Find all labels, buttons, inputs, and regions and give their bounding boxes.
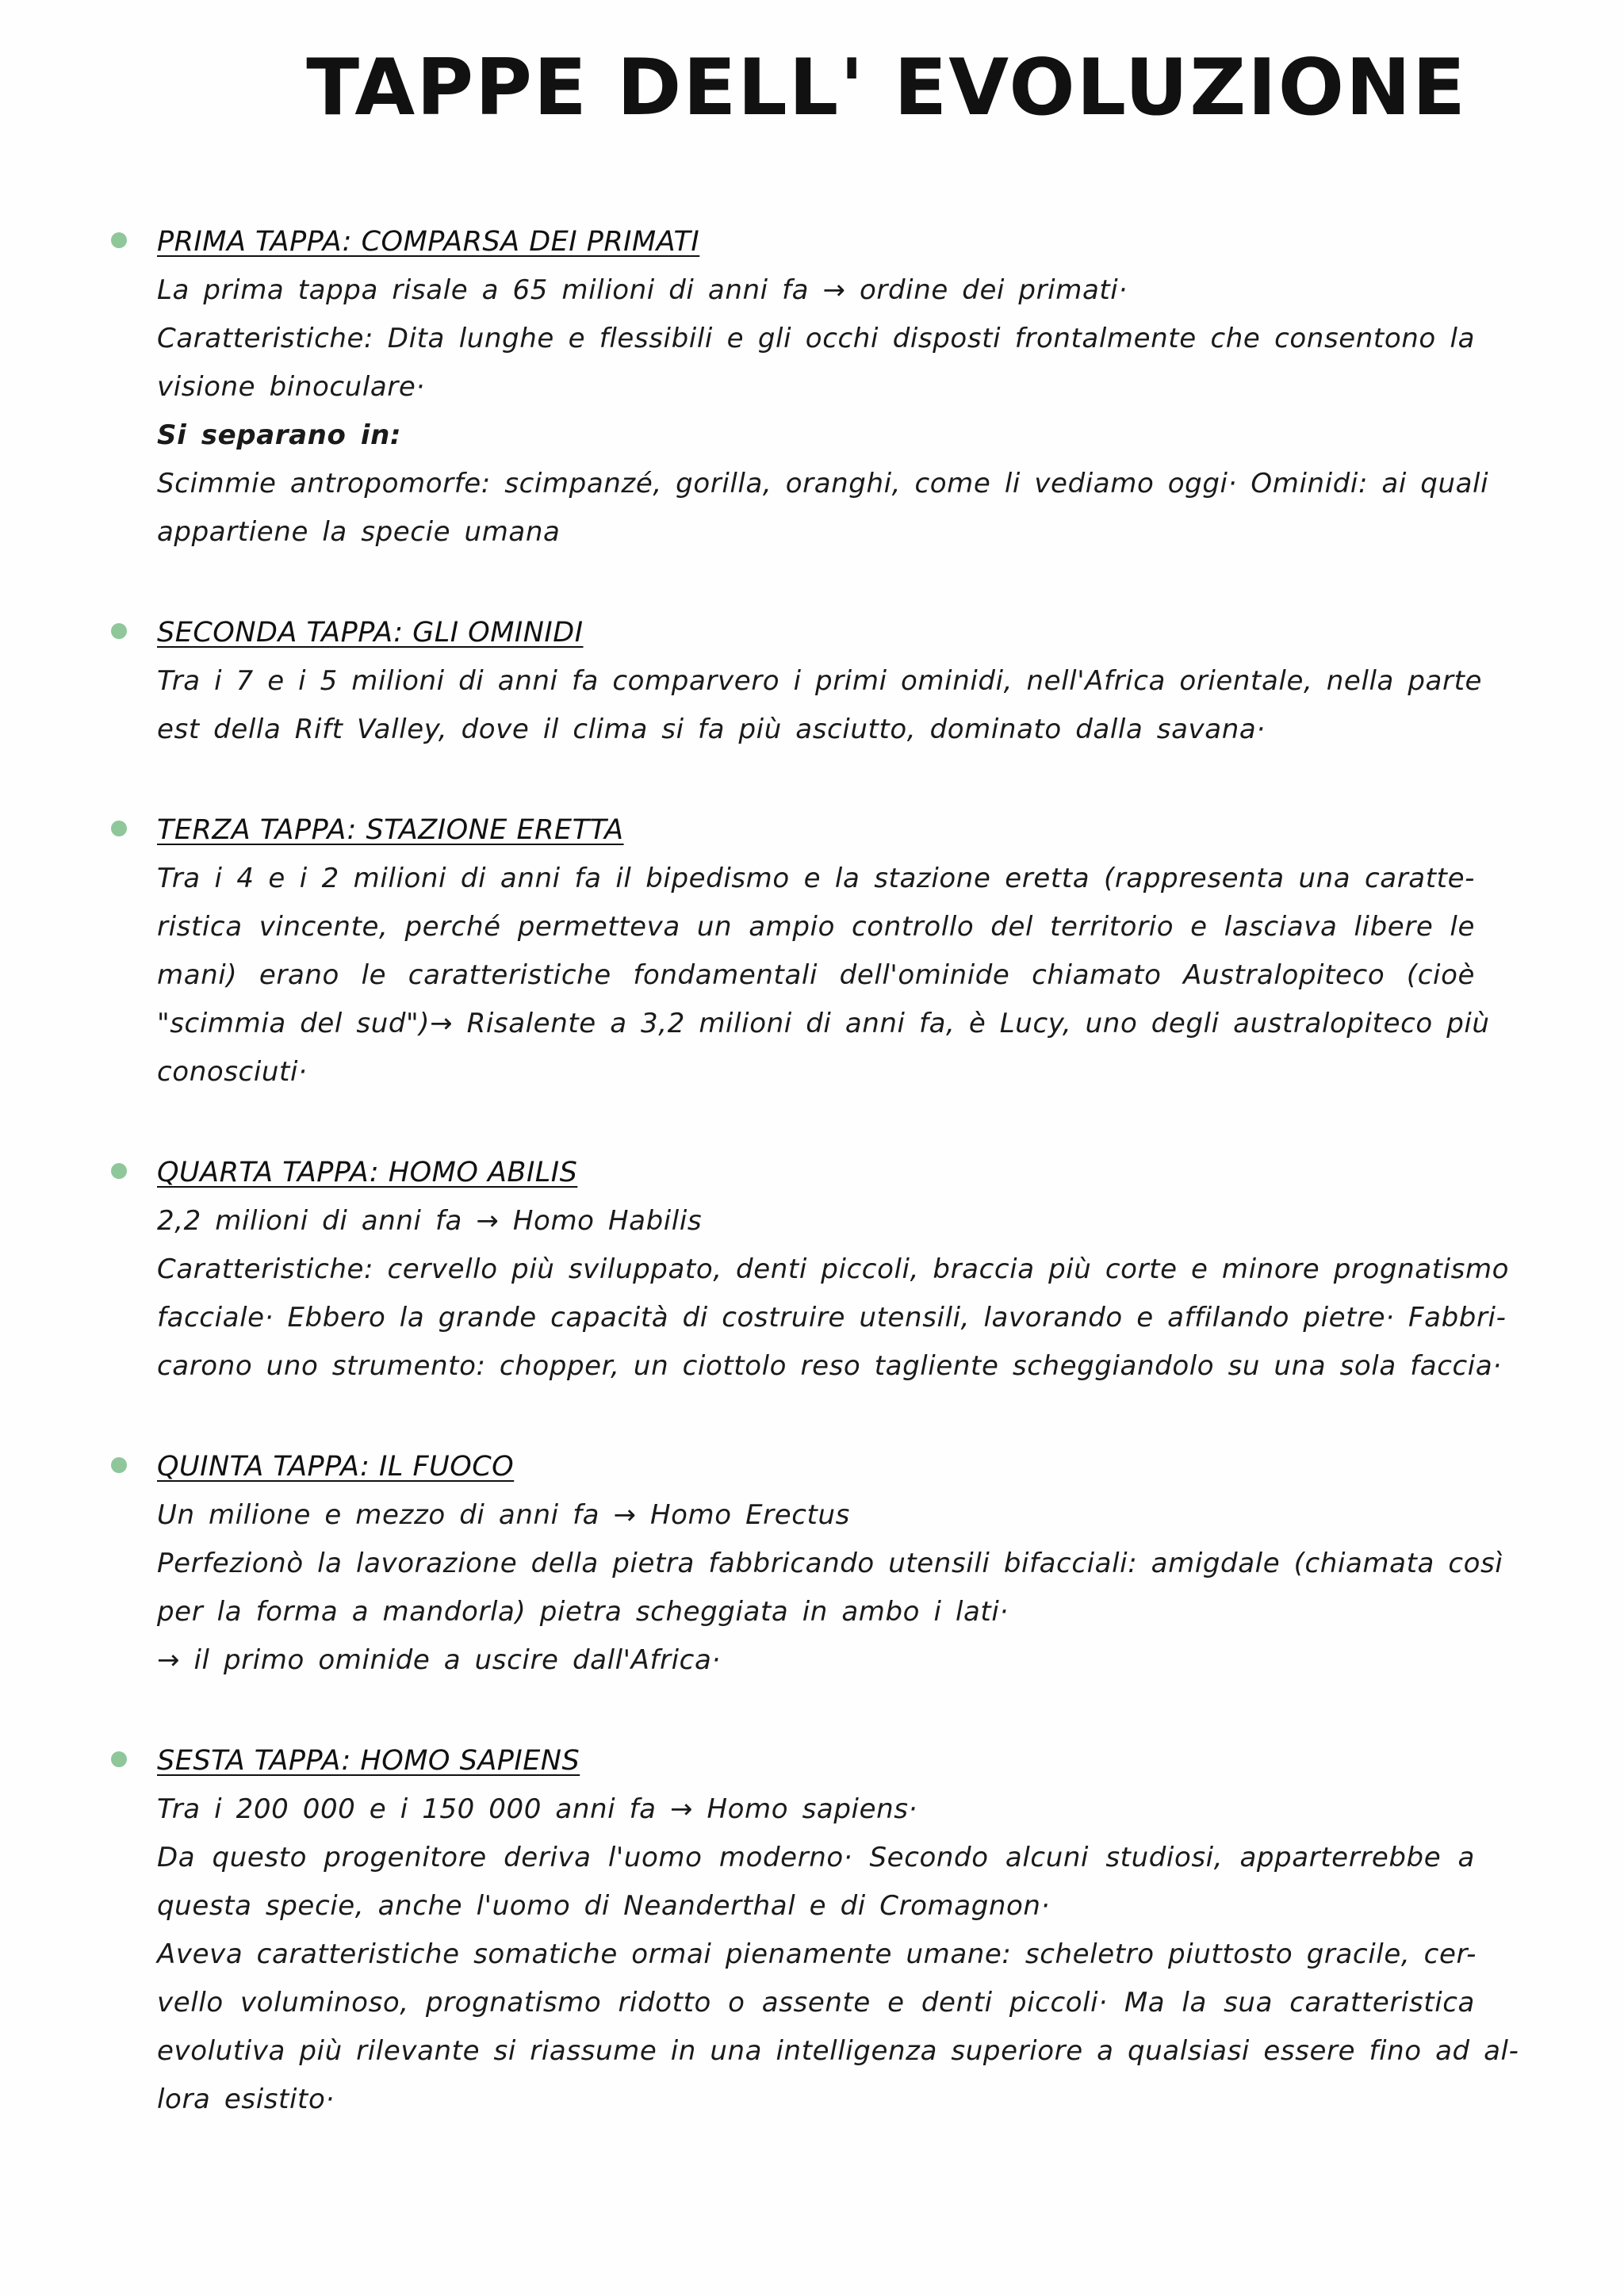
text-line: Tra i 4 e i 2 milioni di anni fa il bipedismo e la stazione eretta (rappresenta una caratte- <box>157 863 1475 894</box>
text-line: appartiene la specie umana <box>157 516 561 548</box>
text-line: La prima tappa risale a 65 milioni di anni fa → ordine dei primati· <box>157 274 1128 306</box>
page-title: TAPPE DELL' EVOLUZIONE <box>306 43 1467 133</box>
text-line: est della Rift Valley, dove il clima si fa più asciutto, dominato dalla savana· <box>157 714 1266 745</box>
section-prima-tappa <box>111 218 1489 557</box>
section-seconda-tappa <box>111 609 1483 754</box>
sections-list <box>111 218 1519 2176</box>
text-line: → il primo ominide a uscire dall'Africa· <box>157 1644 721 1676</box>
text-line: Si separano in: <box>157 419 402 451</box>
text-line: per la forma a mandorla) pietra scheggiata in ambo i lati· <box>157 1596 1009 1628</box>
section-heading: TERZA TAPPA: STAZIONE ERETTA <box>157 814 624 846</box>
text-line: conosciuti· <box>157 1056 308 1088</box>
bullet-icon <box>111 1457 127 1473</box>
text-line: Un milione e mezzo di anni fa → Homo Erectus <box>157 1499 850 1531</box>
text-line: Aveva caratteristiche somatiche ormai pienamente umane: scheletro piuttosto gracile, cer- <box>157 1938 1477 1970</box>
section-quinta-tappa <box>111 1443 1503 1685</box>
bullet-icon <box>111 1163 127 1179</box>
text-line: visione binoculare· <box>157 371 425 403</box>
bullet-icon <box>111 232 127 248</box>
text-line: carono uno strumento: chopper, un ciottolo reso tagliente scheggiandolo su una sola faccia· <box>157 1350 1502 1382</box>
text-line: evolutiva più rilevante si riassume in una intelligenza superiore a qualsiasi essere fino ad al- <box>157 2035 1519 2067</box>
text-line: lora esistito· <box>157 2084 335 2115</box>
text-line: Da questo progenitore deriva l'uomo moderno· Secondo alcuni studiosi, apparterrebbe a <box>157 1842 1475 1873</box>
section-heading: PRIMA TAPPA: COMPARSA DEI PRIMATI <box>157 226 700 258</box>
text-line: questa specie, anche l'uomo di Neanderthal e di Cromagnon· <box>157 1890 1050 1922</box>
text-line: Tra i 200 000 e i 150 000 anni fa → Homo sapiens· <box>157 1793 917 1825</box>
section-heading: SESTA TAPPA: HOMO SAPIENS <box>157 1745 580 1777</box>
text-line: Scimmie antropomorfe: scimpanzé, gorilla, oranghi, come li vediamo oggi· Ominidi: ai quali <box>157 468 1489 499</box>
text-line: Perfezionò la lavorazione della pietra fabbricando utensili bifacciali: amigdale (chiamata così <box>157 1548 1503 1579</box>
text-line: Tra i 7 e i 5 milioni di anni fa comparvero i primi ominidi, nell'Africa orientale, nella parte <box>157 665 1483 697</box>
bullet-icon <box>111 1751 127 1767</box>
section-quarta-tappa <box>111 1149 1510 1391</box>
text-line: 2,2 milioni di anni fa → Homo Habilis <box>157 1205 703 1237</box>
text-line: facciale· Ebbero la grande capacità di costruire utensili, lavorando e affilando pietre· Fabbri- <box>157 1302 1507 1334</box>
bullet-icon <box>111 623 127 639</box>
text-line: "scimmia del sud")→ Risalente a 3,2 milioni di anni fa, è Lucy, uno degli australopiteco più <box>157 1008 1490 1039</box>
section-sesta-tappa <box>111 1737 1519 2124</box>
text-line: Caratteristiche: Dita lunghe e flessibili e gli occhi disposti frontalmente che consentono la <box>157 323 1475 354</box>
bullet-icon <box>111 821 127 836</box>
text-line: ristica vincente, perché permetteva un ampio controllo del territorio e lasciava libere le <box>157 911 1475 943</box>
text-line: Caratteristiche: cervello più sviluppato, denti piccoli, braccia più corte e minore prognatismo <box>157 1253 1510 1285</box>
section-heading: SECONDA TAPPA: GLI OMINIDI <box>157 617 584 649</box>
section-heading: QUINTA TAPPA: IL FUOCO <box>157 1451 515 1483</box>
text-line: vello voluminoso, prognatismo ridotto o assente e denti piccoli· Ma la sua caratteristica <box>157 1987 1475 2019</box>
text-line: mani) erano le caratteristiche fondamentali dell'ominide chiamato Australopiteco (cioè <box>157 959 1475 991</box>
section-heading: QUARTA TAPPA: HOMO ABILIS <box>157 1157 578 1188</box>
section-terza-tappa <box>111 806 1490 1096</box>
